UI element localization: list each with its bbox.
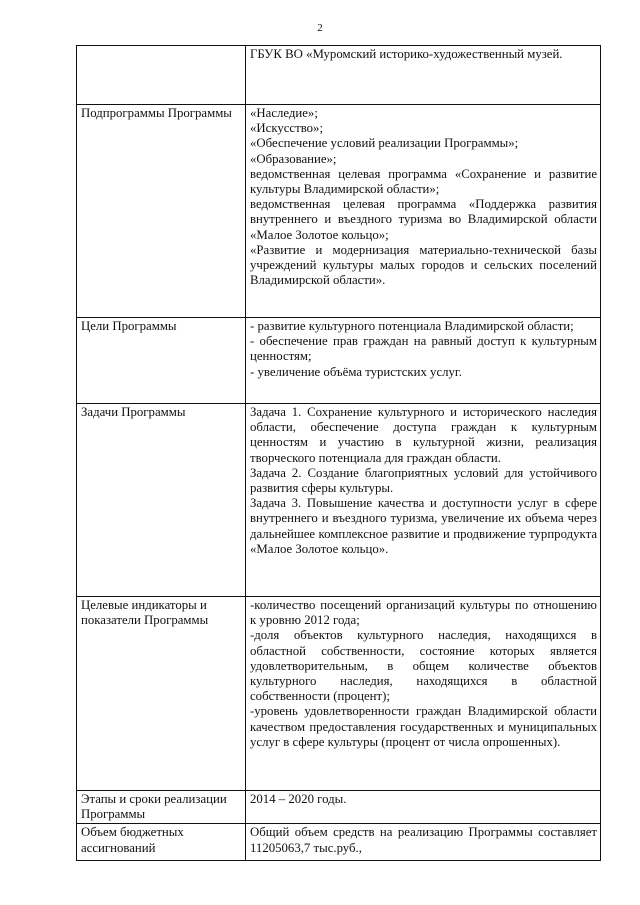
subprogram-item: «Образование»; <box>250 151 337 166</box>
row-label-tasks: Задачи Программы <box>77 404 246 597</box>
indicator-item: -уровень удовлетворенности граждан Владимирской области качеством предоставления государственных и муниципальных услуг в сфере культуры (процент от числа опрошенных). <box>250 704 597 749</box>
subprogram-item: «Обеспечение условий реализации Программы»; <box>250 136 519 151</box>
table-row-tasks <box>77 404 601 597</box>
indicator-item: -доля объектов культурного наследия, находящихся в областной собственности, состояние которых является удовлетворительным, в общем количестве объектов культурного наследия, находящихся в областной собственности (процент); <box>250 628 597 704</box>
row-value-budget <box>246 824 601 861</box>
goal-item: - обеспечение прав граждан на равный доступ к культурным ценностям; <box>250 334 597 364</box>
row-label-empty <box>77 46 246 105</box>
task-item: Задача 3. Повышение качества и доступности услуг в сфере внутреннего и въездного туризма, увеличение их объема через дальнейшее комплексное развитие и продвижение турпродукта «Малое Золотое кольцо». <box>250 496 597 556</box>
row-label-goals: Цели Программы <box>77 318 246 404</box>
row-value-stages <box>246 791 601 824</box>
subprogram-item: «Наследие»; <box>250 106 318 120</box>
row-label-indicators: Целевые индикаторы и показатели Программы <box>77 597 246 791</box>
row-value-subprograms <box>246 105 601 318</box>
subprogram-item: ведомственная целевая программа «Поддержка развития внутреннего и въездного туризма во Владимирской области «Малое Золотое кольцо»; <box>250 197 597 242</box>
row-value-museum <box>246 46 601 105</box>
table-row-indicators <box>77 597 601 791</box>
row-value-goals <box>246 318 601 404</box>
table-row-subprograms <box>77 105 601 318</box>
table-row-goals <box>77 318 601 404</box>
table-row-stages <box>77 791 601 824</box>
table-row-museum <box>77 46 601 105</box>
task-item: Задача 1. Сохранение культурного и исторического наследия области, обеспечение доступа граждан к культурным ценностям и участию в культурной жизни, реализация творческого потенциала для граждан области. <box>250 405 597 465</box>
task-item: Задача 2. Создание благоприятных условий для устойчивого развития сферы культуры. <box>250 465 597 496</box>
row-label-stages: Этапы и сроки реализации Программы <box>77 791 246 824</box>
program-passport-table <box>76 45 601 861</box>
budget-total: Общий объем средств на реализацию Программы составляет 11205063,7 тыс.руб., <box>250 825 597 855</box>
table-row-budget <box>77 824 601 861</box>
subprogram-item: «Развитие и модернизация материально-технической базы учреждений культуры малых городов и сельских поселений Владимирской области». <box>250 242 597 288</box>
page-number: 2 <box>317 22 323 34</box>
row-label-subprograms: Подпрограммы Программы <box>77 105 246 318</box>
row-value-indicators <box>246 597 601 791</box>
museum-name: ГБУК ВО «Муромский историко-художественный музей. <box>250 47 563 61</box>
row-label-budget: Объем бюджетных ассигнований <box>77 824 246 861</box>
indicator-item: -количество посещений организаций культуры по отношению к уровню 2012 года; <box>250 598 597 628</box>
subprogram-item: «Искусство»; <box>250 121 324 136</box>
row-value-tasks <box>246 404 601 597</box>
goal-item: - увеличение объёма туристских услуг. <box>250 364 462 379</box>
stages-period: 2014 – 2020 годы. <box>250 792 347 806</box>
subprogram-item: ведомственная целевая программа «Сохранение и развитие культуры Владимирской области»; <box>250 166 597 197</box>
goal-item: - развитие культурного потенциала Владимирской области; <box>250 319 574 333</box>
